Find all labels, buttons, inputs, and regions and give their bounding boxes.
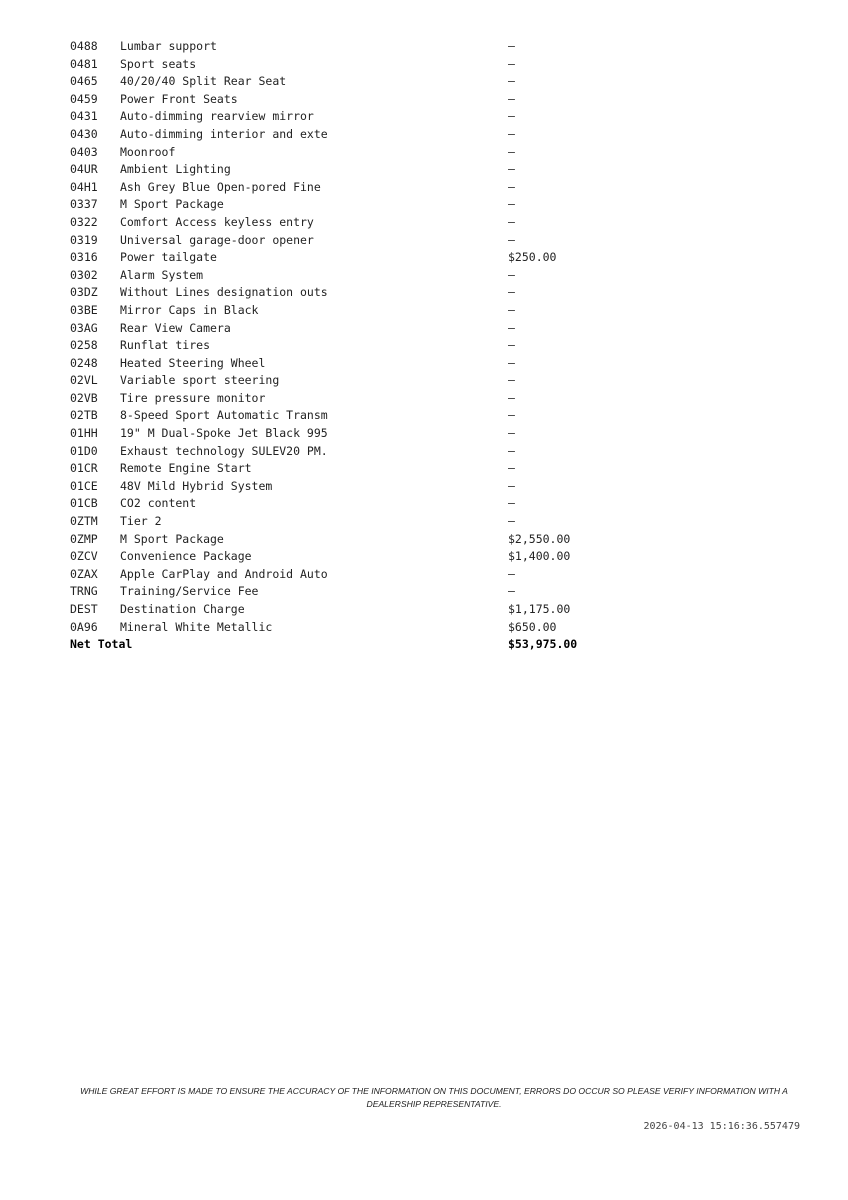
option-description: Rear View Camera: [120, 320, 231, 335]
option-code: 02TB: [70, 408, 98, 423]
option-description: Apple CarPlay and Android Auto: [120, 566, 328, 581]
option-row: [70, 425, 618, 443]
option-code: 0403: [70, 144, 98, 159]
option-price: $250.00: [508, 250, 557, 265]
option-row: [70, 460, 618, 478]
option-row: [70, 601, 618, 619]
option-row: [70, 443, 618, 461]
option-code: 0430: [70, 126, 98, 141]
option-code: 01HH: [70, 426, 98, 441]
option-description: Power Front Seats: [120, 91, 238, 106]
option-description: M Sport Package: [120, 197, 224, 212]
print-timestamp: 2026-04-13 15:16:36.557479: [643, 1121, 800, 1132]
option-price: $650.00: [508, 619, 557, 634]
option-code: 0ZAX: [70, 566, 98, 581]
option-price: —: [508, 408, 515, 423]
option-row: [70, 91, 618, 109]
options-table: [70, 38, 618, 654]
option-description: 8-Speed Sport Automatic Transm: [120, 408, 328, 423]
option-price: —: [508, 461, 515, 476]
option-row: [70, 179, 618, 197]
option-price: —: [508, 320, 515, 335]
option-price: —: [508, 144, 515, 159]
option-price: —: [508, 390, 515, 405]
option-row: [70, 232, 618, 250]
option-row: [70, 108, 618, 126]
option-description: Heated Steering Wheel: [120, 355, 266, 370]
option-code: 0481: [70, 56, 98, 71]
option-row: [70, 495, 618, 513]
option-code: 03BE: [70, 302, 98, 317]
option-description: Alarm System: [120, 267, 204, 282]
option-price: —: [508, 426, 515, 441]
option-description: Remote Engine Start: [120, 461, 252, 476]
option-description: Auto-dimming interior and exte: [120, 126, 328, 141]
option-code: 0ZCV: [70, 549, 98, 564]
option-code: DEST: [70, 602, 98, 616]
option-price: —: [508, 109, 515, 124]
option-price: —: [508, 285, 515, 300]
option-row: [70, 196, 618, 214]
option-price: —: [508, 232, 515, 247]
option-description: Mirror Caps in Black: [120, 302, 259, 317]
option-description: Ambient Lighting: [120, 162, 231, 177]
option-row: [70, 73, 618, 91]
option-row: [70, 390, 618, 408]
option-code: 01CE: [70, 478, 98, 493]
option-code: 0431: [70, 109, 98, 124]
option-code: 04H1: [70, 179, 98, 194]
option-row: [70, 320, 618, 338]
option-price: —: [508, 514, 515, 529]
option-price: $2,550.00: [508, 531, 571, 546]
option-description: Tier 2: [120, 514, 162, 529]
option-description: M Sport Package: [120, 531, 224, 546]
option-code: 01CR: [70, 461, 98, 476]
option-description: Universal garage-door opener: [120, 232, 314, 247]
option-row: [70, 548, 618, 566]
option-code: 0ZMP: [70, 531, 98, 546]
options-table-body: [70, 38, 618, 654]
option-price: $1,175.00: [508, 602, 571, 616]
option-code: 04UR: [70, 162, 98, 177]
option-code: 0322: [70, 214, 98, 229]
option-price: —: [508, 126, 515, 141]
option-code: 02VL: [70, 373, 98, 388]
option-description: Variable sport steering: [120, 373, 280, 388]
option-description: Lumbar support: [120, 39, 217, 53]
option-code: 0488: [70, 39, 98, 53]
option-price: —: [508, 373, 515, 388]
option-code: 03AG: [70, 320, 98, 335]
option-row: [70, 267, 618, 285]
option-price: —: [508, 584, 515, 599]
option-price: —: [508, 162, 515, 177]
option-price: $1,400.00: [508, 549, 571, 564]
option-row: [70, 144, 618, 162]
option-description: Convenience Package: [120, 549, 252, 564]
option-price: —: [508, 56, 515, 71]
option-description: CO2 content: [120, 496, 197, 511]
option-price: —: [508, 338, 515, 353]
option-description: Without Lines designation outs: [120, 285, 328, 300]
option-row: [70, 513, 618, 531]
option-description: Power tailgate: [120, 250, 217, 265]
option-description: Runflat tires: [120, 338, 211, 353]
option-price: —: [508, 566, 515, 581]
option-row: [70, 214, 618, 232]
option-row: [70, 372, 618, 390]
option-description: Mineral White Metallic: [120, 619, 273, 634]
net-total-value: $53,975.00: [508, 637, 578, 652]
option-description: 19" M Dual-Spoke Jet Black 995: [120, 426, 328, 441]
option-price: —: [508, 355, 515, 370]
option-code: 0258: [70, 338, 98, 353]
option-price: —: [508, 496, 515, 511]
option-code: 0A96: [70, 619, 98, 634]
option-row: [70, 355, 618, 373]
option-price: —: [508, 267, 515, 282]
option-description: 48V Mild Hybrid System: [120, 478, 273, 493]
option-price: —: [508, 179, 515, 194]
option-description: Tire pressure monitor: [120, 390, 266, 405]
option-row: [70, 478, 618, 496]
option-row: [70, 619, 618, 637]
option-row: [70, 56, 618, 74]
option-row: [70, 302, 618, 320]
option-row: [70, 284, 618, 302]
option-row: [70, 249, 618, 267]
option-price: —: [508, 39, 515, 53]
net-total-row: [70, 636, 618, 654]
option-code: 0459: [70, 91, 98, 106]
option-price: —: [508, 197, 515, 212]
option-description: 40/20/40 Split Rear Seat: [120, 74, 287, 89]
disclaimer-text: WHILE GREAT EFFORT IS MADE TO ENSURE THE ACCURACY OF THE INFORMATION ON THIS DOCUMENT, ERRORS DO OCCUR SO PLEASE VERIFY INFORMATION WITH A DEALERSHIP REPRESENTATIVE.: [80, 1086, 788, 1109]
option-code: 01D0: [70, 443, 98, 458]
option-code: 0337: [70, 197, 98, 212]
option-description: Sport seats: [120, 56, 197, 71]
option-code: TRNG: [70, 584, 98, 599]
option-code: 0316: [70, 250, 98, 265]
option-description: Training/Service Fee: [120, 584, 259, 599]
option-price: —: [508, 478, 515, 493]
option-description: Moonroof: [120, 144, 176, 159]
option-row: [70, 531, 618, 549]
option-row: [70, 407, 618, 425]
option-code: 0465: [70, 74, 98, 89]
option-row: [70, 126, 618, 144]
option-code: 0248: [70, 355, 98, 370]
option-description: Destination Charge: [120, 602, 245, 616]
option-code: 0302: [70, 267, 98, 282]
option-description: Auto-dimming rearview mirror: [120, 109, 314, 124]
option-row: [70, 38, 618, 56]
option-code: 01CB: [70, 496, 98, 511]
option-code: 0319: [70, 232, 98, 247]
option-price: —: [508, 91, 515, 106]
option-row: [70, 337, 618, 355]
option-description: Ash Grey Blue Open-pored Fine: [120, 179, 321, 194]
option-code: 02VB: [70, 390, 98, 405]
option-code: 0ZTM: [70, 514, 98, 529]
option-row: [70, 161, 618, 179]
option-description: Exhaust technology SULEV20 PM.: [120, 443, 328, 458]
option-code: 03DZ: [70, 285, 98, 300]
option-price: —: [508, 443, 515, 458]
option-price: —: [508, 214, 515, 229]
option-price: —: [508, 74, 515, 89]
option-price: —: [508, 302, 515, 317]
net-total-label: Net Total: [70, 637, 133, 652]
option-row: [70, 583, 618, 601]
option-description: Comfort Access keyless entry: [120, 214, 314, 229]
option-row: [70, 566, 618, 584]
